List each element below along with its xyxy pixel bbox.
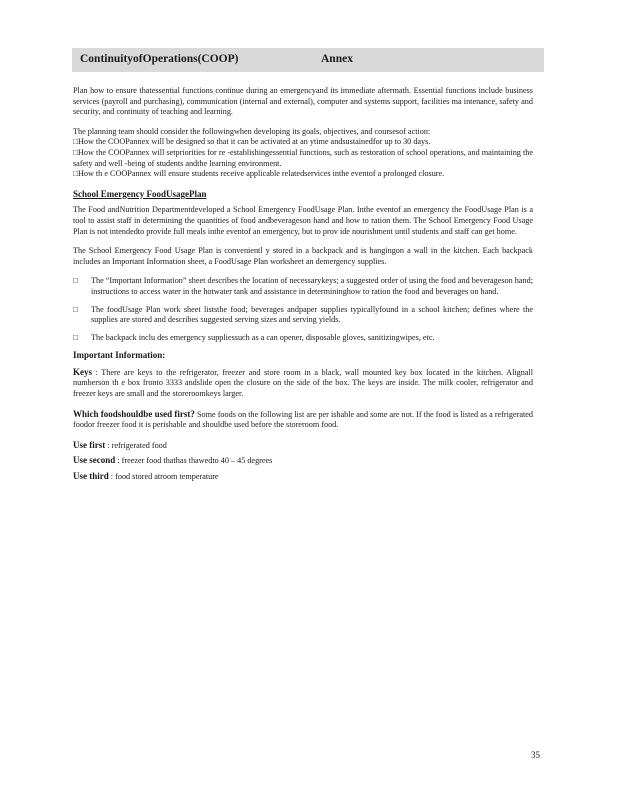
food-plan-paragraph-2: The School Emergency Food Usage Plan is convenientl y stored in a backpack and is hangingon a wall in the kitchen. Each backpack includes an Important Information sheet, a FoodUsage Plan worksheet an demergency supplies. — [73, 246, 533, 266]
food-plan-bullet — [73, 305, 533, 326]
food-plan-bullet — [73, 276, 533, 297]
use-order-line — [73, 471, 533, 483]
use-order-label: Use second — [73, 455, 116, 466]
food-plan-heading: School Emergency FoodUsagePlan — [73, 188, 207, 199]
use-order-text: : refrigerated food — [107, 440, 167, 450]
planning-item: □How the COOPannex will setpriorities for re -establishingessential functions, such as restoration of school operations, and maintaining the safety and well -being of students andthe learning environment. — [73, 147, 533, 168]
use-order-line — [73, 440, 533, 452]
keys-text: : There are keys to the refrigerator, freezer and store room in a black, wall mounted key box located in the kitchen. Alignall numberson th e box fronto 3333 andslide open the closure on the side of the box. The keys are inside. The milk cooler, refrigerator and freezer keys are small and the storeroomkeys larger. — [73, 367, 534, 399]
which-food-paragraph — [73, 409, 533, 431]
use-order-text: : food stored atroom temperature — [110, 472, 219, 482]
annex-label: Annex — [321, 53, 353, 65]
keys-paragraph — [73, 367, 533, 400]
checkbox-bullet-icon: □ — [73, 276, 78, 286]
bullet-text: The foodUsage Plan work sheet liststhe food; beverages andpaper supplies typicallyfound in a school kitchen; defines where the supplies are stored and describes suggested serving sizes and serving yields. — [91, 304, 533, 325]
keys-label: Keys — [73, 366, 92, 377]
use-order-text: : freezer food thathas thawedto 40 – 45 degrees — [117, 456, 273, 466]
planning-lead: The planning team should consider the followingwhen developing its goals, objectives, and coursesof action: — [73, 126, 431, 136]
document-title: ContinuityofOperations(COOP) — [80, 53, 239, 65]
intro-paragraph: Plan how to ensure thatessential functions continue during an emergencyand its immediate aftermath. Essential functions include business services (payroll and purchasing), communication (internal and external), computer and systems support, facilities ma intenance, safety and security, and continuity of teaching and learning. — [73, 86, 533, 117]
planning-item: □How the COOPannex will be designed so that it can be activated at an ytime andsustainedfor up to 30 days. — [73, 137, 431, 147]
page-number: 35 — [531, 750, 540, 760]
checkbox-bullet-icon: □ — [73, 332, 78, 342]
which-food-label: Which foodshouldbe used first? — [73, 408, 195, 419]
planning-section — [73, 127, 533, 180]
food-plan-paragraph-1: The Food andNutrition Departmentdeveloped a School Emergency FoodUsage Plan. Inthe eventof an emergency the FoodUsage Plan is a tool to assist staff in determining the quantities of food andbeverageson hand and how to ration them. The School Emergency Food Usage Plan is not intendedto provide full meals inthe eventof an emergency, but to prov ide nourishment until students and staff can get home. — [73, 205, 533, 236]
which-food-text: Some foods on the following list are per ishable and some are not. If the food is listed as a refrigerated foodor freezer food it is perishable and shouldbe used before the storeroom food. — [73, 409, 533, 430]
checkbox-bullet-icon: □ — [73, 304, 78, 314]
annex-header-bar — [72, 48, 544, 72]
use-order-line — [73, 455, 533, 467]
bullet-text: The backpack inclu des emergency suppliessuch as a can opener, disposable gloves, sanitizingwipes, etc. — [91, 332, 435, 342]
food-plan-bullet — [73, 333, 533, 344]
planning-item: □How th e COOPannex will ensure students receive applicable relatedservices inthe eventof a prolonged closure. — [73, 169, 445, 179]
use-order-label: Use first — [73, 439, 106, 450]
use-order-label: Use third — [73, 471, 109, 482]
important-info-heading: Important Information: — [73, 350, 166, 361]
bullet-text: The “Important Information” sheet describes the location of necessarykeys; a suggested order of using the food and beverageson hand; instructions to access water in the hotwater tank and assistance in determininghow to ration the food and beverages on hand. — [91, 276, 533, 296]
document-body — [73, 86, 533, 487]
